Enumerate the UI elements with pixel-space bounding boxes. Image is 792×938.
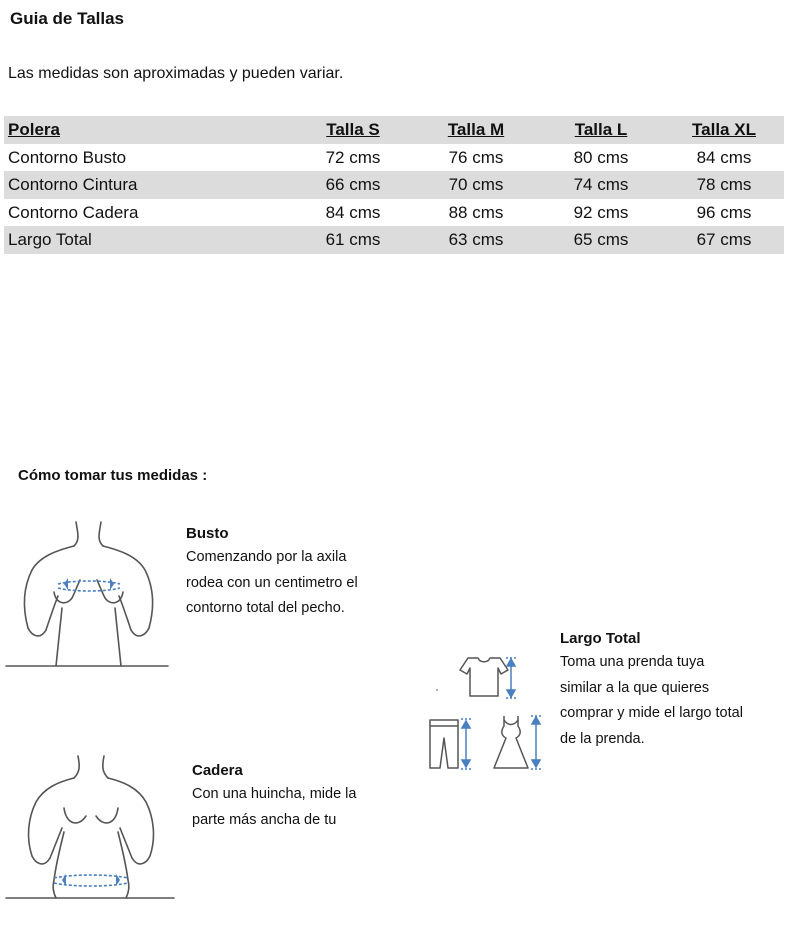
cell-value: 70 cms bbox=[448, 175, 504, 194]
length-line: comprar y mide el largo total bbox=[560, 705, 743, 721]
dress-length-icon bbox=[490, 712, 550, 772]
bust-description bbox=[186, 545, 406, 622]
length-line: similar a la que quieres bbox=[560, 679, 710, 696]
bust-figure-icon bbox=[6, 518, 171, 670]
cell-value: 84 cms bbox=[696, 147, 752, 167]
table-row bbox=[4, 144, 784, 172]
bust-line: contorno total del pecho. bbox=[186, 600, 345, 616]
bust-line: Comenzando por la axila bbox=[186, 549, 347, 565]
header-garment: Polera bbox=[8, 120, 60, 139]
row-label: Contorno Cintura bbox=[8, 175, 138, 194]
cell-value: 84 cms bbox=[325, 202, 381, 222]
header-size-xl: Talla XL bbox=[692, 120, 756, 139]
pants-length-icon bbox=[424, 716, 478, 772]
disclaimer-text: Las medidas son aproximadas y pueden variar. bbox=[8, 65, 344, 82]
cell-value: 88 cms bbox=[448, 202, 504, 222]
length-description bbox=[560, 650, 788, 752]
table-row bbox=[4, 171, 784, 199]
cell-value: 78 cms bbox=[696, 175, 752, 194]
cell-value: 96 cms bbox=[696, 202, 752, 222]
hip-figure-icon bbox=[6, 752, 176, 904]
row-label: Contorno Busto bbox=[8, 147, 127, 167]
row-label: Contorno Cadera bbox=[8, 202, 139, 222]
header-size-m: Talla M bbox=[447, 120, 505, 139]
how-to-measure-heading: Cómo tomar tus medidas : bbox=[18, 467, 208, 484]
cell-value: 63 cms bbox=[448, 230, 504, 249]
cell-value: 67 cms bbox=[696, 230, 752, 249]
hip-title: Cadera bbox=[192, 762, 243, 779]
length-line: Toma una prenda tuya bbox=[560, 654, 705, 670]
hip-line: parte más ancha de tu bbox=[192, 811, 337, 828]
table-row bbox=[4, 226, 784, 254]
row-label: Largo Total bbox=[8, 230, 92, 249]
length-title: Largo Total bbox=[560, 630, 641, 647]
table-header-row bbox=[4, 116, 784, 144]
cell-value: 72 cms bbox=[325, 147, 381, 167]
table-row bbox=[4, 199, 784, 227]
hip-description bbox=[192, 782, 412, 833]
hip-line: Con una huincha, mide la bbox=[192, 786, 357, 802]
page-title: Guia de Tallas bbox=[10, 9, 125, 28]
size-table bbox=[4, 116, 784, 254]
tshirt-length-icon bbox=[434, 654, 524, 702]
cell-value: 61 cms bbox=[325, 230, 381, 249]
cell-value: 92 cms bbox=[573, 202, 629, 222]
bust-title: Busto bbox=[186, 525, 229, 542]
cell-value: 65 cms bbox=[573, 230, 629, 249]
length-line: de la prenda. bbox=[560, 730, 645, 747]
header-size-s: Talla S bbox=[326, 120, 380, 139]
cell-value: 66 cms bbox=[325, 175, 381, 194]
cell-value: 74 cms bbox=[573, 175, 629, 194]
cell-value: 80 cms bbox=[573, 147, 629, 167]
header-size-l: Talla L bbox=[574, 120, 628, 139]
bust-line: rodea con un centimetro el bbox=[186, 574, 358, 591]
cell-value: 76 cms bbox=[448, 147, 504, 167]
